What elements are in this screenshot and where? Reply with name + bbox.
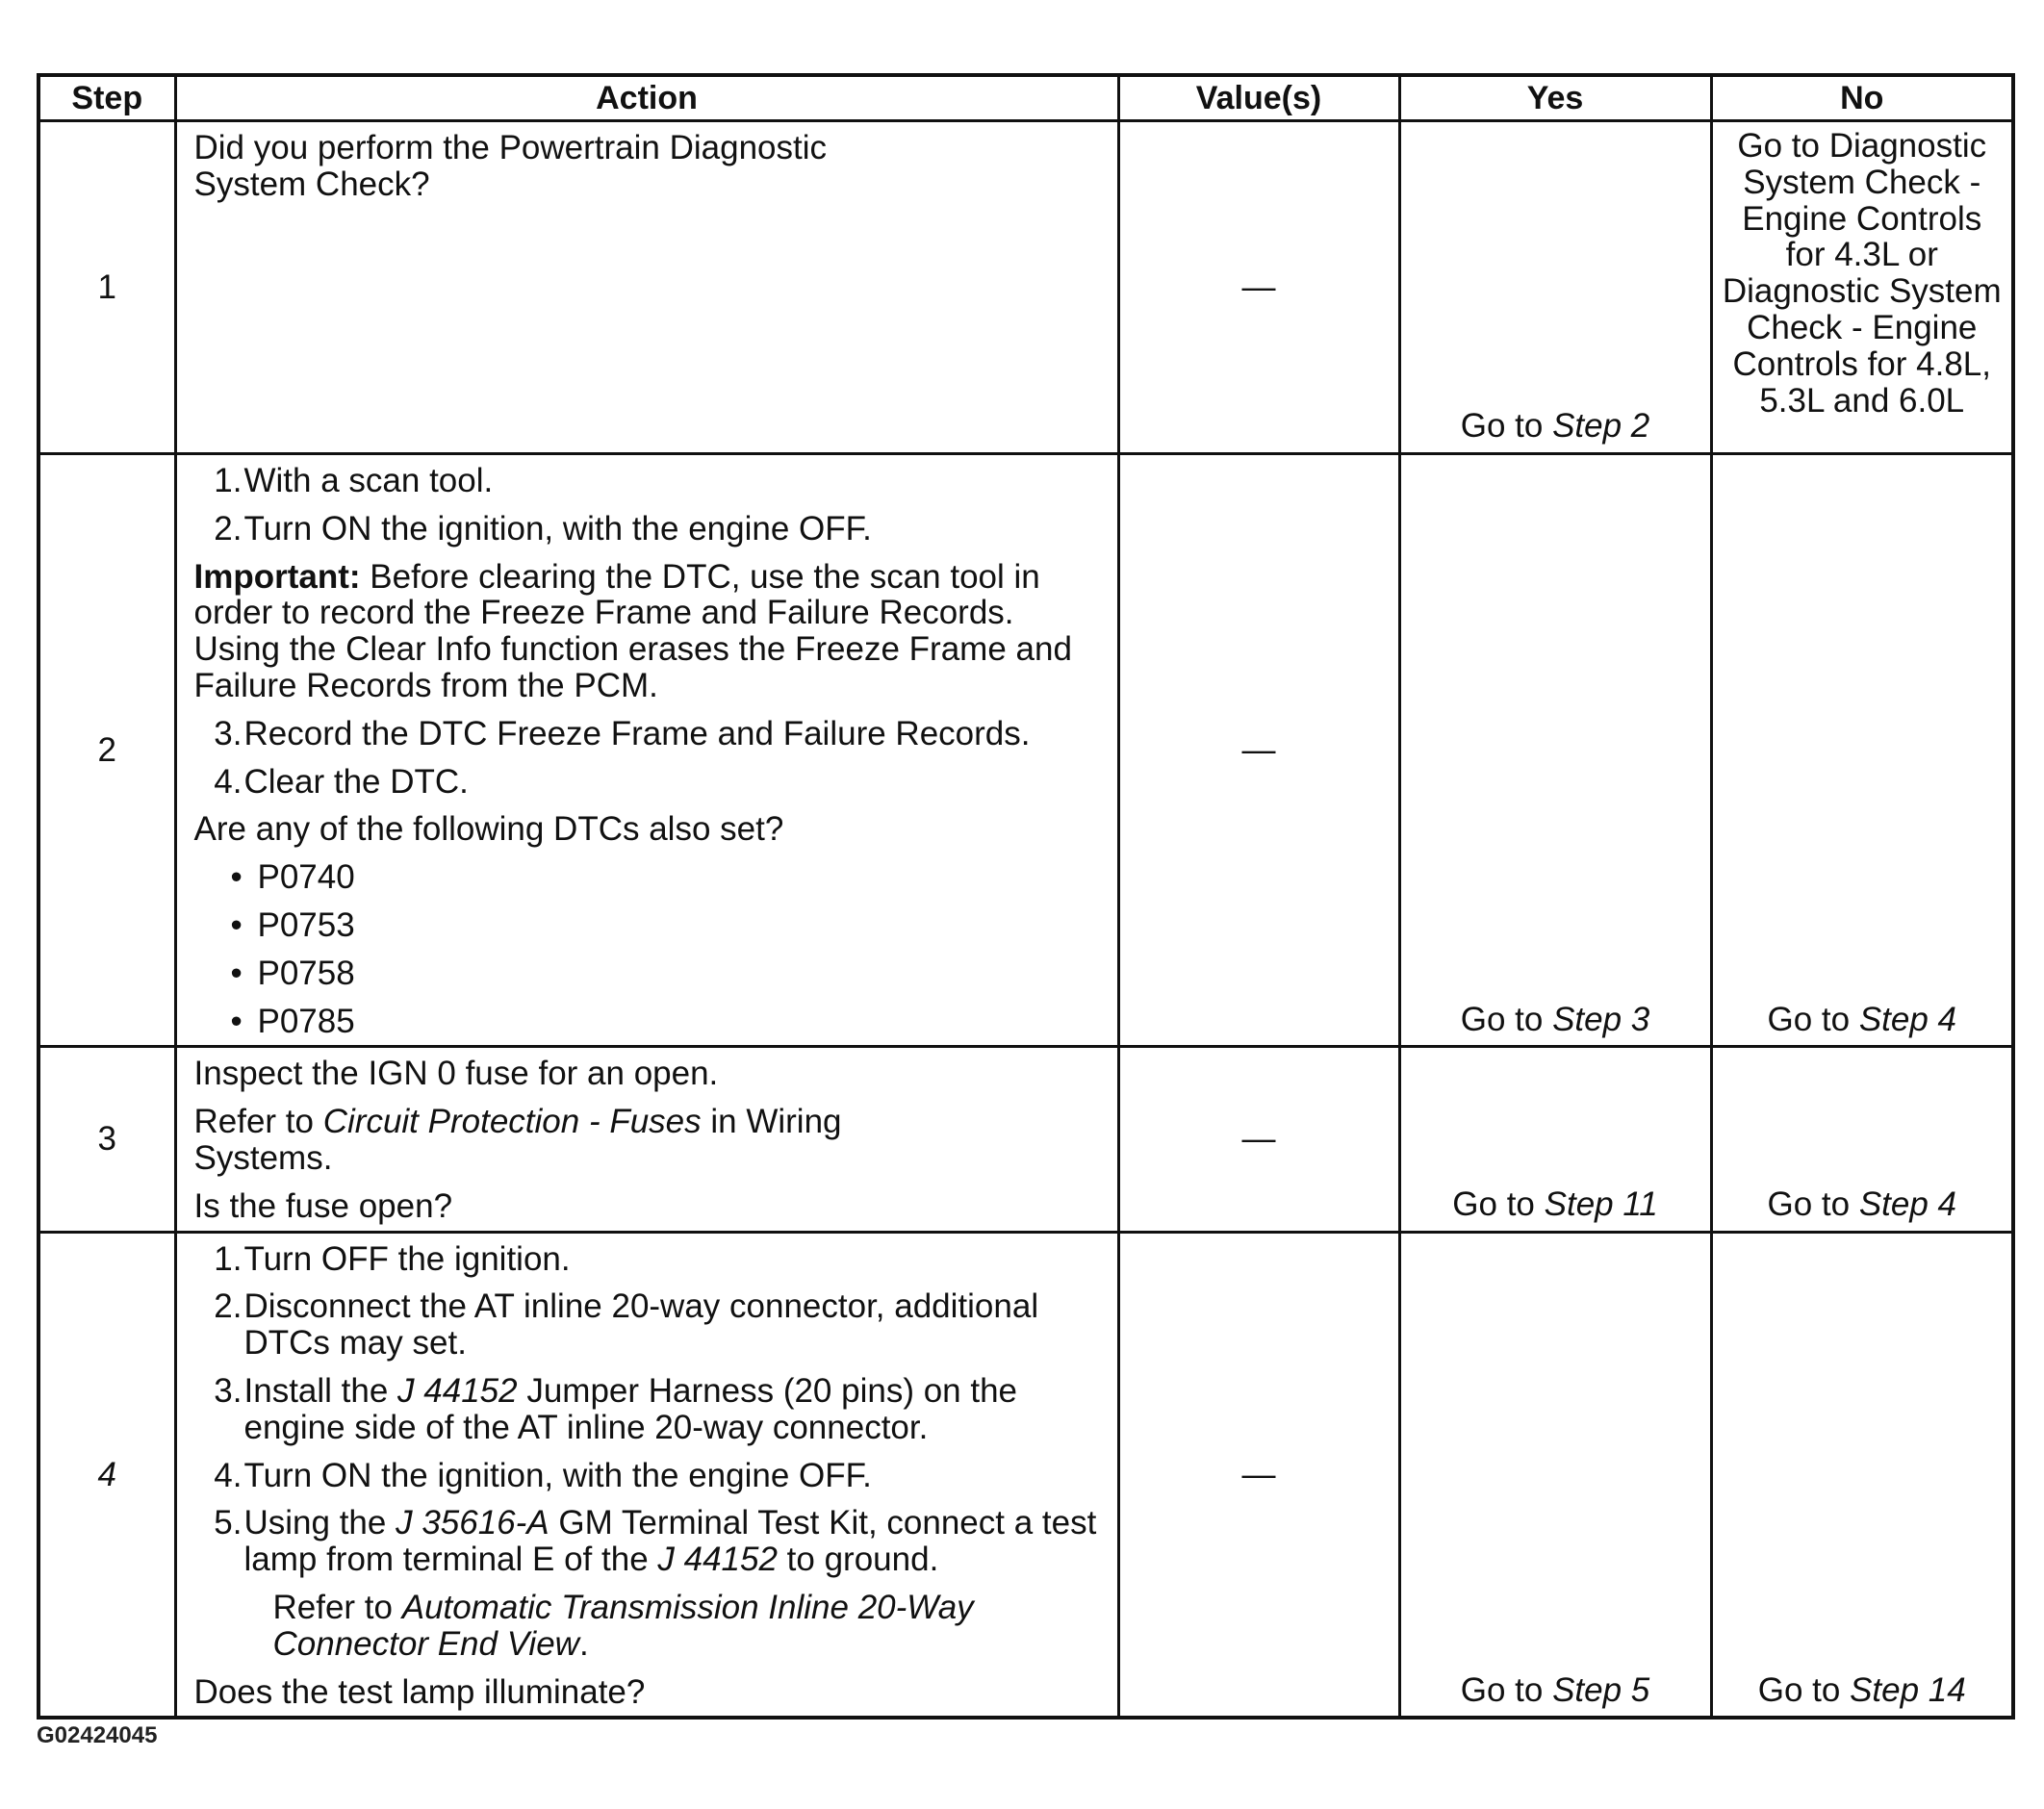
value-dash: — [1241, 1455, 1276, 1493]
step-num: 2 . [212, 1288, 243, 1325]
bullet-icon: • [230, 905, 243, 944]
procedure-step [194, 1288, 1104, 1362]
step-number: 1 [38, 121, 175, 454]
diagnostic-table [37, 73, 2015, 1720]
step-text-pre: Install the [243, 1371, 398, 1410]
refer-note [194, 1104, 887, 1177]
refer-suffix: . [578, 1624, 589, 1663]
no-cell[interactable] [1711, 454, 2013, 1047]
bullet-icon: • [230, 1002, 243, 1040]
action-question: Did you perform the Powertrain Diagnostic System Check? [193, 129, 828, 203]
no-prefix: Go to [1757, 1670, 1851, 1709]
step-number: 4 [38, 1232, 175, 1718]
figure-code: G02424045 [37, 1722, 158, 1748]
header-yes: Yes [1399, 75, 1711, 121]
dtc-code: P0758 [257, 954, 355, 992]
yes-step-link[interactable]: Step 3 [1552, 1000, 1650, 1038]
procedure-step [194, 1505, 1104, 1578]
step-text: Disconnect the AT inline 20-way connector, additional DTCs may set. [243, 1287, 1039, 1363]
action-cell [175, 454, 1118, 1047]
table-row [38, 454, 2013, 1047]
refer-prefix: Refer to [193, 1103, 323, 1141]
value-cell [1118, 454, 1399, 1047]
step-num: 4 . [212, 1458, 243, 1494]
table-row [38, 1232, 2013, 1718]
header-step: Step [38, 75, 175, 121]
action-cell [175, 1047, 1118, 1232]
step-num: 5 . [212, 1505, 243, 1541]
step-text: Clear the DTC. [243, 762, 469, 801]
important-note [194, 559, 1104, 704]
value-cell [1118, 1232, 1399, 1718]
yes-cell[interactable] [1399, 121, 1711, 454]
action-question: Does the test lamp illuminate? [193, 1672, 646, 1711]
step-text-mid: GM Terminal Test Kit, connect a test lamp from terminal E of the [243, 1504, 1097, 1579]
value-cell [1118, 1047, 1399, 1232]
no-prefix: Go to [1767, 1185, 1859, 1223]
no-step-link[interactable]: Step 4 [1858, 1000, 1957, 1038]
dtc-item [194, 859, 1104, 896]
dtc-code: P0753 [257, 905, 355, 944]
action-question: Is the fuse open? [193, 1186, 453, 1225]
important-text: Before clearing the DTC, use the scan tool in order to record the Freeze Frame and Failure Records. Using the Clear Info function erases the Freeze Frame and Failure Records from the PCM. [193, 557, 1072, 704]
no-prefix: Go to [1767, 1000, 1859, 1038]
step-num: 3 . [212, 716, 243, 752]
no-step-link[interactable]: Step 14 [1850, 1670, 1966, 1709]
value-dash: — [1241, 1120, 1276, 1159]
no-link-text[interactable]: Go to Diagnostic System Check - Engine Controls for 4.3L or Diagnostic System Check - Engine Controls for 4.8L, 5.3L and 6.0L [1722, 127, 2002, 420]
refer-link[interactable]: Automatic Transmission Inline 20-Way Connector End View [272, 1588, 974, 1663]
bullet-icon: • [230, 954, 243, 992]
table-row [38, 1047, 2013, 1232]
procedure-step [194, 764, 1104, 801]
action-question: Are any of the following DTCs also set? [193, 810, 784, 849]
yes-step-link[interactable]: Step 11 [1544, 1185, 1658, 1223]
dtc-code: P0740 [257, 858, 355, 897]
step-number: 2 [38, 454, 175, 1047]
step-num: 1 . [212, 463, 243, 499]
procedure-step [194, 1241, 1104, 1278]
step-text: With a scan tool. [243, 462, 494, 499]
table-row [38, 121, 2013, 454]
action-line: Inspect the IGN 0 fuse for an open. [193, 1055, 719, 1093]
no-cell[interactable] [1711, 121, 2013, 454]
dtc-item [194, 907, 1104, 944]
value-dash: — [1241, 268, 1276, 306]
procedure-step [194, 463, 1104, 499]
yes-prefix: Go to [1460, 407, 1553, 446]
step-number: 3 [38, 1047, 175, 1232]
table-header-row [38, 75, 2013, 121]
yes-prefix: Go to [1460, 1000, 1553, 1038]
bullet-icon: • [230, 858, 243, 897]
action-cell [175, 121, 1118, 454]
step-text-pre: Using the [243, 1504, 396, 1542]
yes-prefix: Go to [1460, 1670, 1553, 1709]
dtc-code: P0785 [257, 1002, 355, 1040]
refer-prefix: Refer to [272, 1588, 402, 1626]
tool-ref: J 35616-A [396, 1504, 549, 1542]
value-dash: — [1241, 730, 1276, 769]
step-num: 1 . [212, 1241, 243, 1278]
step-text: Turn ON the ignition, with the engine OFF. [243, 509, 872, 548]
step-text: Record the DTC Freeze Frame and Failure Records. [243, 714, 1031, 752]
header-no: No [1711, 75, 2013, 121]
step-text-post: to ground. [777, 1541, 939, 1579]
dtc-item [194, 1004, 1104, 1040]
header-values: Value(s) [1118, 75, 1399, 121]
procedure-step [194, 1373, 1104, 1446]
tool-ref: J 44152 [397, 1371, 518, 1410]
yes-step-link[interactable]: Step 5 [1552, 1670, 1650, 1709]
refer-link[interactable]: Circuit Protection - Fuses [322, 1103, 702, 1141]
yes-step-link[interactable]: Step 2 [1552, 407, 1650, 446]
dtc-item [194, 955, 1104, 992]
procedure-step [194, 716, 1104, 752]
no-step-link[interactable]: Step 4 [1858, 1185, 1957, 1223]
procedure-step [194, 511, 1104, 548]
refer-suffix: in Wiring Systems. [193, 1103, 842, 1177]
yes-cell[interactable] [1399, 454, 1711, 1047]
no-cell[interactable] [1711, 1047, 2013, 1232]
tool-ref: J 44152 [657, 1541, 778, 1579]
refer-note [194, 1590, 1104, 1663]
step-text: Turn OFF the ignition. [243, 1239, 571, 1278]
step-text-post: Jumper Harness (20 pins) on the engine side of the AT inline 20-way connector. [243, 1371, 1018, 1446]
step-num: 3 . [212, 1373, 243, 1410]
value-cell [1118, 121, 1399, 454]
yes-cell[interactable] [1399, 1232, 1711, 1718]
step-num: 4 . [212, 764, 243, 801]
header-action: Action [175, 75, 1118, 121]
important-label: Important: [193, 557, 361, 596]
action-cell [175, 1232, 1118, 1718]
yes-prefix: Go to [1452, 1185, 1545, 1223]
step-num: 2 . [212, 511, 243, 548]
step-text: Turn ON the ignition, with the engine OFF. [243, 1456, 872, 1494]
yes-cell[interactable] [1399, 1047, 1711, 1232]
no-cell[interactable] [1711, 1232, 2013, 1718]
procedure-step [194, 1458, 1104, 1494]
